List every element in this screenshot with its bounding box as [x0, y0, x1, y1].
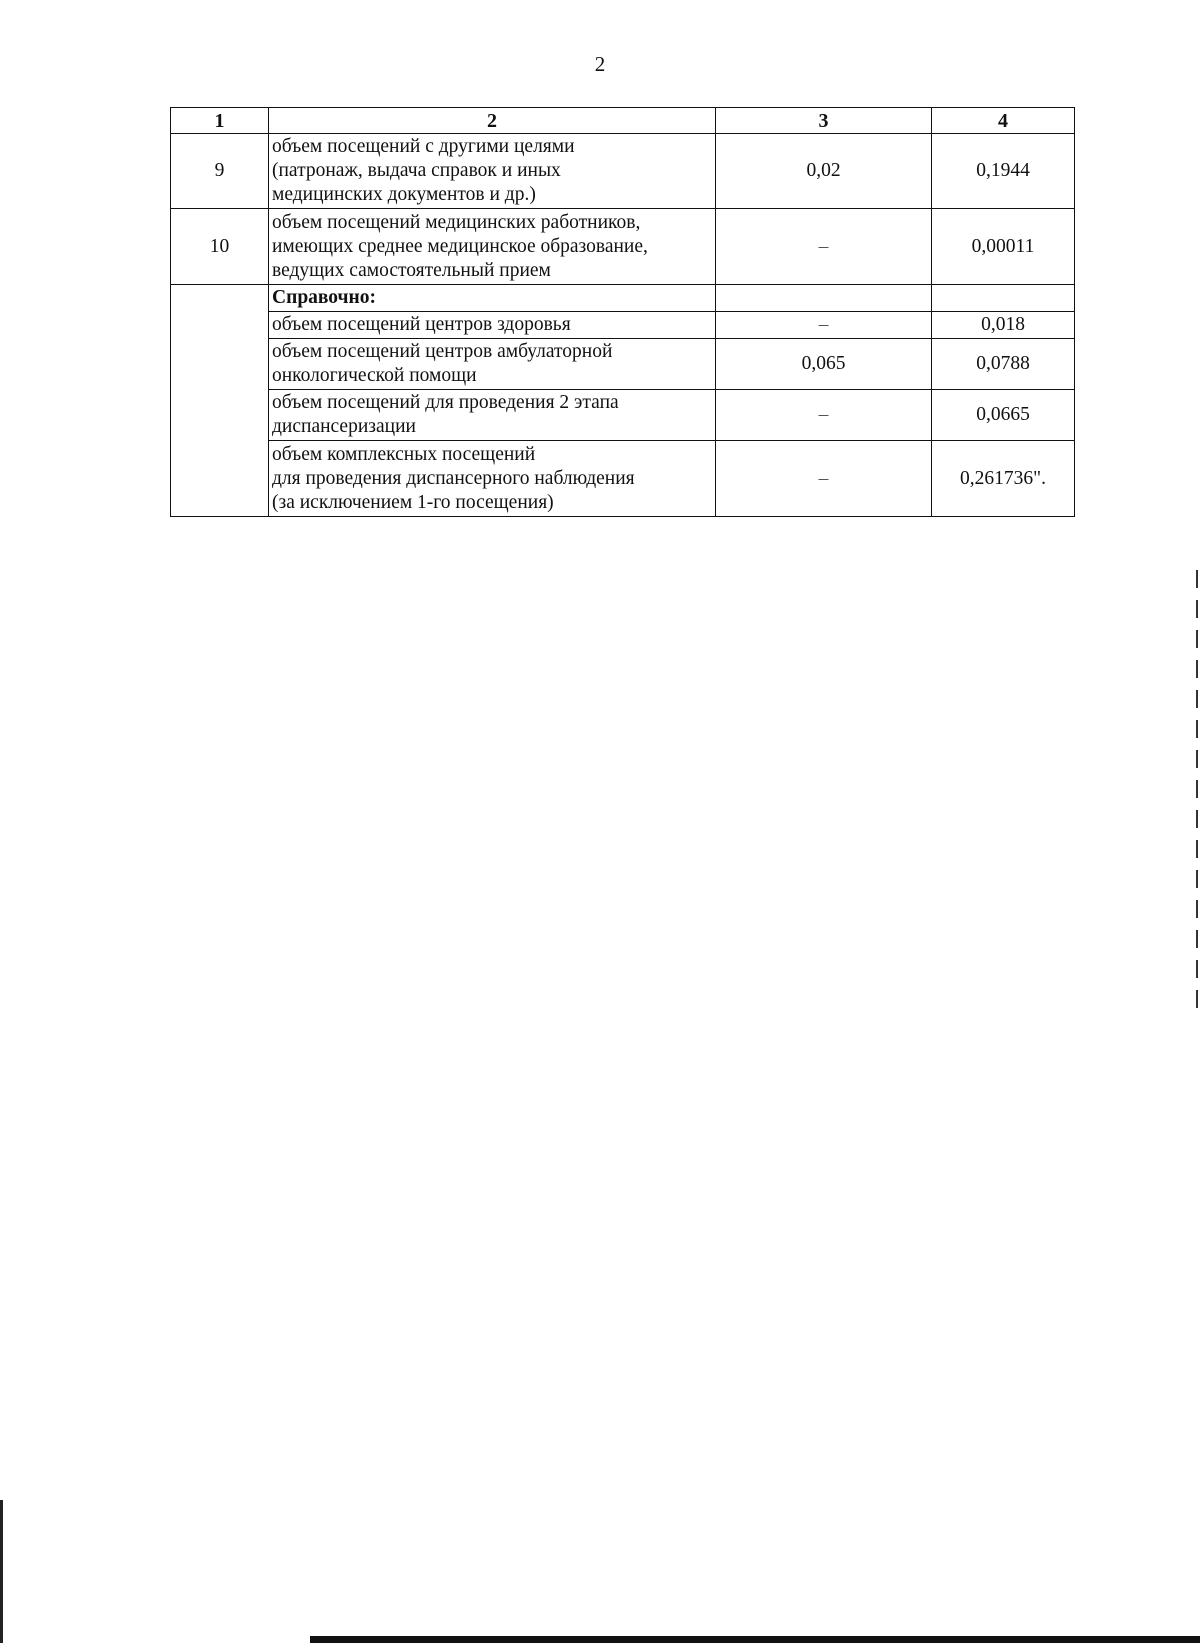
table-row [171, 441, 1075, 517]
description-line: объем посещений для проведения 2 этапа [272, 392, 619, 413]
reference-number-cell [171, 285, 269, 517]
reference-header-row [171, 285, 1075, 312]
description-line: объем посещений с другими целями [272, 136, 575, 157]
row-value-col3: – [716, 312, 932, 339]
table-row [171, 312, 1075, 339]
scan-bottom-edge [310, 1636, 1200, 1643]
row-value-col3: 0,02 [716, 134, 932, 209]
header-col-4: 4 [932, 108, 1075, 134]
description-line: объем посещений медицинских работников, [272, 211, 641, 233]
row-value-col4: 0,018 [932, 312, 1075, 339]
reference-title: Справочно: [269, 285, 716, 312]
table-row [171, 209, 1075, 285]
row-value-col4: 0,0788 [932, 339, 1075, 390]
reference-empty-col3 [716, 285, 932, 312]
row-description [269, 390, 716, 441]
description-line: объем комплексных посещений [272, 443, 536, 465]
row-value-col3: – [716, 209, 932, 285]
description-line: медицинских документов и др.) [272, 184, 536, 205]
description-line: объем посещений центров здоровья [272, 314, 571, 335]
description-line: ведущих самостоятельный прием [272, 259, 551, 281]
description-line: объем посещений центров амбулаторной [272, 341, 613, 362]
description-line: диспансеризации [272, 416, 416, 437]
table-row [171, 134, 1075, 209]
reference-empty-col4 [932, 285, 1075, 312]
row-number: 9 [171, 134, 269, 209]
row-value-col4: 0,1944 [932, 134, 1075, 209]
row-description [269, 339, 716, 390]
table-row [171, 390, 1075, 441]
data-table [170, 107, 1075, 517]
description-line: онкологической помощи [272, 365, 477, 386]
row-number: 10 [171, 209, 269, 285]
description-line: (за исключением 1-го посещения) [272, 491, 554, 513]
scan-edge-marks [1196, 570, 1198, 1010]
row-description [269, 312, 716, 339]
header-col-3: 3 [716, 108, 932, 134]
header-col-1: 1 [171, 108, 269, 134]
table-header-row [171, 108, 1075, 134]
row-value-col4: 0,0665 [932, 390, 1075, 441]
row-description [269, 209, 716, 285]
row-value-col3: – [716, 441, 932, 517]
description-line: для проведения диспансерного наблюдения [272, 467, 635, 489]
page-number: 2 [594, 52, 606, 76]
row-description [269, 134, 716, 209]
row-value-col4: 0,00011 [932, 209, 1075, 285]
header-col-2: 2 [269, 108, 716, 134]
description-line: (патронаж, выдача справок и иных [272, 160, 561, 181]
scan-left-edge [0, 1500, 3, 1643]
row-value-col4: 0,261736". [932, 441, 1075, 517]
row-description [269, 441, 716, 517]
table-row [171, 339, 1075, 390]
description-line: имеющих среднее медицинское образование, [272, 235, 648, 257]
row-value-col3: – [716, 390, 932, 441]
row-value-col3: 0,065 [716, 339, 932, 390]
